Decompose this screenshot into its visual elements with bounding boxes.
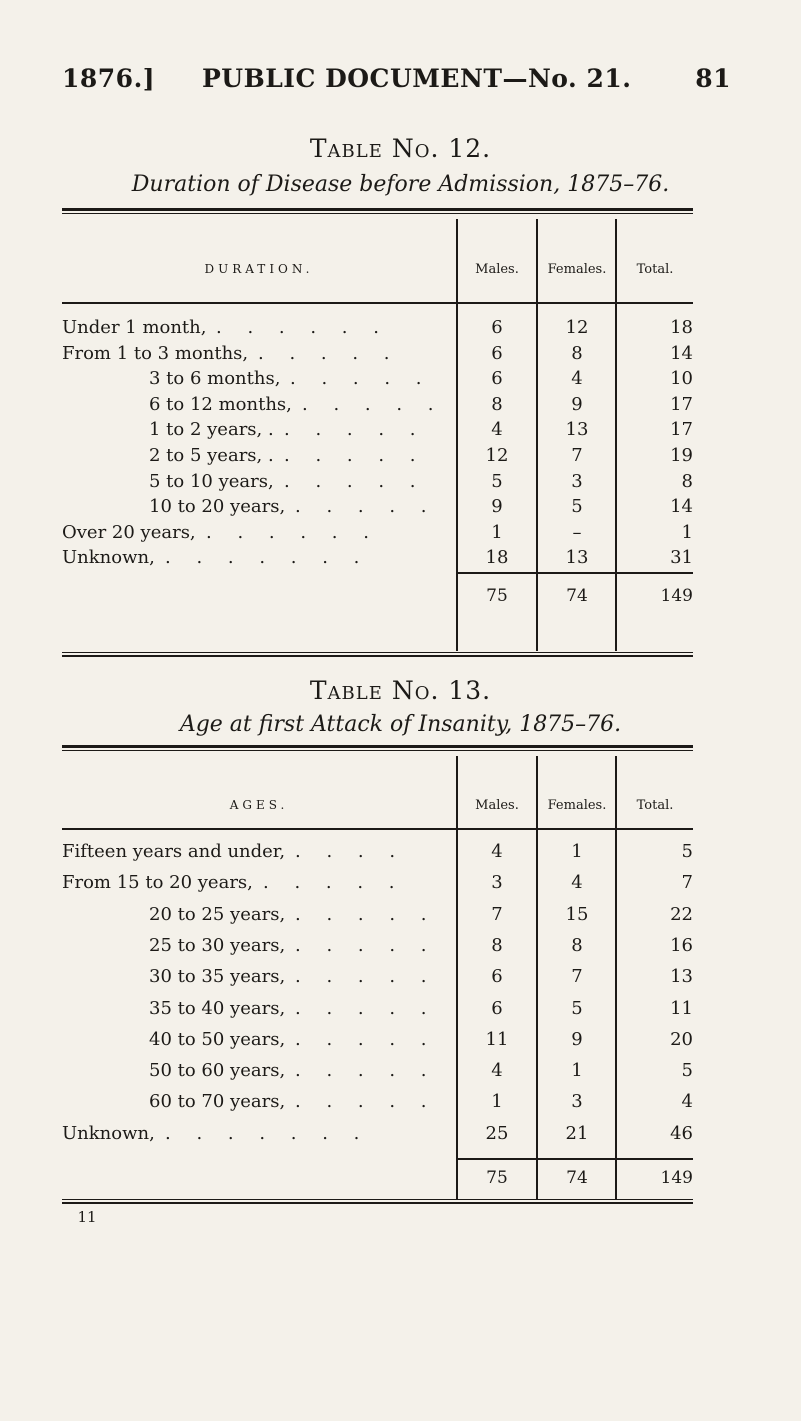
row-label: 60 to 70 years, xyxy=(149,1091,286,1113)
cell-females: 7 xyxy=(571,445,583,466)
table13-title xyxy=(0,676,801,705)
cell-total: 11 xyxy=(670,997,693,1019)
cell-total: 46 xyxy=(670,1122,693,1144)
row-label: Fifteen years and under, xyxy=(62,841,286,862)
cell-females: 13 xyxy=(565,419,589,441)
cell-total: 7 xyxy=(681,872,693,894)
table-row xyxy=(62,935,693,967)
table12-col-females: Females. xyxy=(547,262,607,277)
leader-dots: . . . . . xyxy=(302,393,444,415)
leader-dots: . . . . . xyxy=(295,903,437,925)
table13-bottom-rule xyxy=(62,1202,693,1204)
table12-subtitle: Duration of Disease before Admission, 1875–76. xyxy=(131,172,670,197)
table12-title-number: 12. xyxy=(448,134,492,163)
cell-males: 5 xyxy=(491,470,503,492)
cell-males: 6 xyxy=(491,368,503,390)
table13-sum-rule xyxy=(456,1158,693,1160)
row-label: 3 to 6 months, xyxy=(149,368,281,390)
row-label: 25 to 30 years, xyxy=(149,934,286,956)
cell-females: 4 xyxy=(571,872,583,894)
cell-females: 4 xyxy=(571,368,583,390)
cell-males: 3 xyxy=(491,872,503,894)
cell-females: – xyxy=(572,521,582,543)
cell-total: 1 xyxy=(681,521,693,543)
table12-sum-rule xyxy=(456,572,693,574)
cell-females: 12 xyxy=(565,317,589,338)
table-row xyxy=(62,1091,693,1123)
leader-dots: . . . . . xyxy=(295,1028,437,1050)
cell-males: 6 xyxy=(491,317,503,338)
table13-total-total: 149 xyxy=(660,1168,693,1188)
cell-males: 8 xyxy=(491,393,503,415)
table-row xyxy=(62,998,693,1030)
cell-males: 12 xyxy=(485,445,509,466)
header-title: PUBLIC DOCUMENT—No. 21. xyxy=(202,64,632,93)
table12-col-total: Total. xyxy=(636,262,674,277)
row-label: 40 to 50 years, xyxy=(149,1028,286,1050)
cell-total: 13 xyxy=(670,966,693,988)
table13-col-ages: AGES. xyxy=(229,798,289,812)
cell-males: 1 xyxy=(491,1091,503,1113)
table13-totals-row xyxy=(62,1168,693,1200)
row-label: Unknown, xyxy=(62,1122,155,1144)
leader-dots: . . . . . xyxy=(295,496,437,518)
cell-total: 10 xyxy=(670,368,693,390)
table12-top-rule-thin xyxy=(62,213,693,214)
row-label: 2 to 5 years, . xyxy=(149,445,274,466)
cell-total: 22 xyxy=(670,903,693,925)
cell-total: 20 xyxy=(670,1028,693,1050)
table12-title-prefix: Table No. xyxy=(309,134,440,163)
leader-dots: . . . . . xyxy=(284,419,426,441)
cell-females: 5 xyxy=(571,496,583,518)
table12-bottom-rule-thin xyxy=(62,652,693,653)
cell-females: 8 xyxy=(571,934,583,956)
cell-females: 1 xyxy=(571,1060,583,1082)
cell-total: 14 xyxy=(670,496,693,518)
leader-dots: . . . . . . . xyxy=(165,1122,370,1144)
cell-total: 16 xyxy=(670,934,693,956)
cell-females: 15 xyxy=(565,903,589,925)
cell-total: 8 xyxy=(681,470,693,492)
leader-dots: . . . . . xyxy=(284,470,426,492)
table-row xyxy=(62,841,693,873)
cell-males: 6 xyxy=(491,966,503,988)
cell-females: 7 xyxy=(571,966,583,988)
row-label: 10 to 20 years, xyxy=(149,496,286,518)
row-label: 35 to 40 years, xyxy=(149,997,286,1019)
row-label: 5 to 10 years, xyxy=(149,470,274,492)
table13-title-prefix: Table No. xyxy=(309,676,440,705)
leader-dots: . . . . . xyxy=(295,1060,437,1082)
cell-males: 9 xyxy=(491,496,503,518)
table12-total-females: 74 xyxy=(566,586,588,606)
cell-total: 4 xyxy=(681,1091,693,1113)
cell-males: 25 xyxy=(485,1122,509,1144)
table12-top-rule xyxy=(62,208,693,211)
table13-total-males: 75 xyxy=(486,1168,508,1188)
table-row xyxy=(62,1029,693,1061)
row-label: Unknown, xyxy=(62,547,155,569)
cell-females: 1 xyxy=(571,841,583,862)
table12-total-males: 75 xyxy=(486,586,508,606)
page-number: 81 xyxy=(695,64,731,93)
leader-dots: . . . . . xyxy=(295,966,437,988)
table13-col-total: Total. xyxy=(636,798,674,813)
table13-total-females: 74 xyxy=(566,1168,588,1188)
table12-bottom-rule xyxy=(62,655,693,657)
signature-mark: 11 xyxy=(77,1208,97,1226)
table12-totals-row xyxy=(62,586,693,618)
table-row xyxy=(62,904,693,936)
cell-males: 8 xyxy=(491,934,503,956)
table-row xyxy=(62,1060,693,1092)
cell-females: 13 xyxy=(565,547,589,569)
leader-dots: . . . . . xyxy=(263,872,405,894)
row-label: 20 to 25 years, xyxy=(149,903,286,925)
row-label: 50 to 60 years, xyxy=(149,1060,286,1082)
table13-col-females: Females. xyxy=(547,798,607,813)
leader-dots: . . . . . xyxy=(295,934,437,956)
cell-females: 8 xyxy=(571,342,583,364)
leader-dots: . . . . . . xyxy=(216,317,389,338)
leader-dots: . . . . . xyxy=(284,445,426,466)
leader-dots: . . . . . . . xyxy=(165,547,370,569)
cell-females: 5 xyxy=(571,997,583,1019)
leader-dots: . . . . . xyxy=(290,368,432,390)
table12-col-males: Males. xyxy=(475,262,519,277)
cell-total: 5 xyxy=(681,841,693,862)
row-label: 6 to 12 months, xyxy=(149,393,292,415)
cell-total: 17 xyxy=(670,393,693,415)
row-label: 1 to 2 years, . xyxy=(149,419,274,441)
row-label: 30 to 35 years, xyxy=(149,966,286,988)
table13-top-rule-thin xyxy=(62,750,693,751)
cell-males: 1 xyxy=(491,521,503,543)
table13-header-rule xyxy=(62,828,693,830)
row-label: From 1 to 3 months, xyxy=(62,342,249,364)
table-row xyxy=(62,966,693,998)
cell-males: 6 xyxy=(491,342,503,364)
table-row xyxy=(62,547,693,579)
leader-dots: . . . . . xyxy=(295,1091,437,1113)
table13-bottom-rule-thin xyxy=(62,1199,693,1200)
row-label: From 15 to 20 years, xyxy=(62,872,253,894)
cell-males: 7 xyxy=(491,903,503,925)
cell-females: 9 xyxy=(571,393,583,415)
row-label: Under 1 month, xyxy=(62,317,207,338)
cell-females: 21 xyxy=(565,1122,589,1144)
cell-females: 3 xyxy=(571,1091,583,1113)
table12-header-rule xyxy=(62,302,693,304)
cell-total: 31 xyxy=(670,547,693,569)
table13-top-rule xyxy=(62,745,693,748)
cell-total: 17 xyxy=(670,419,693,441)
cell-males: 6 xyxy=(491,997,503,1019)
cell-males: 4 xyxy=(491,841,503,862)
cell-males: 4 xyxy=(491,1060,503,1082)
cell-total: 19 xyxy=(670,445,693,466)
cell-males: 11 xyxy=(485,1028,509,1050)
header-year: 1876.] xyxy=(62,64,156,93)
cell-total: 14 xyxy=(670,342,693,364)
leader-dots: . . . . . . xyxy=(206,521,379,543)
cell-total: 18 xyxy=(670,317,693,338)
cell-total: 5 xyxy=(681,1060,693,1082)
table13-col-males: Males. xyxy=(475,798,519,813)
table-row xyxy=(62,872,693,904)
table12-title xyxy=(0,134,801,163)
table12-total-total: 149 xyxy=(660,586,693,606)
page-header xyxy=(62,64,731,98)
table-row xyxy=(62,1123,693,1155)
leader-dots: . . . . . xyxy=(258,342,400,364)
cell-females: 9 xyxy=(571,1028,583,1050)
table12-col-duration: DURATION. xyxy=(204,262,314,276)
leader-dots: . . . . . xyxy=(295,997,437,1019)
table13-subtitle: Age at first Attack of Insanity, 1875–76. xyxy=(179,712,622,737)
table13-title-number: 13. xyxy=(448,676,492,705)
leader-dots: . . . . xyxy=(295,841,406,862)
cell-males: 18 xyxy=(485,547,509,569)
row-label: Over 20 years, xyxy=(62,521,196,543)
cell-females: 3 xyxy=(571,470,583,492)
cell-males: 4 xyxy=(491,419,503,441)
